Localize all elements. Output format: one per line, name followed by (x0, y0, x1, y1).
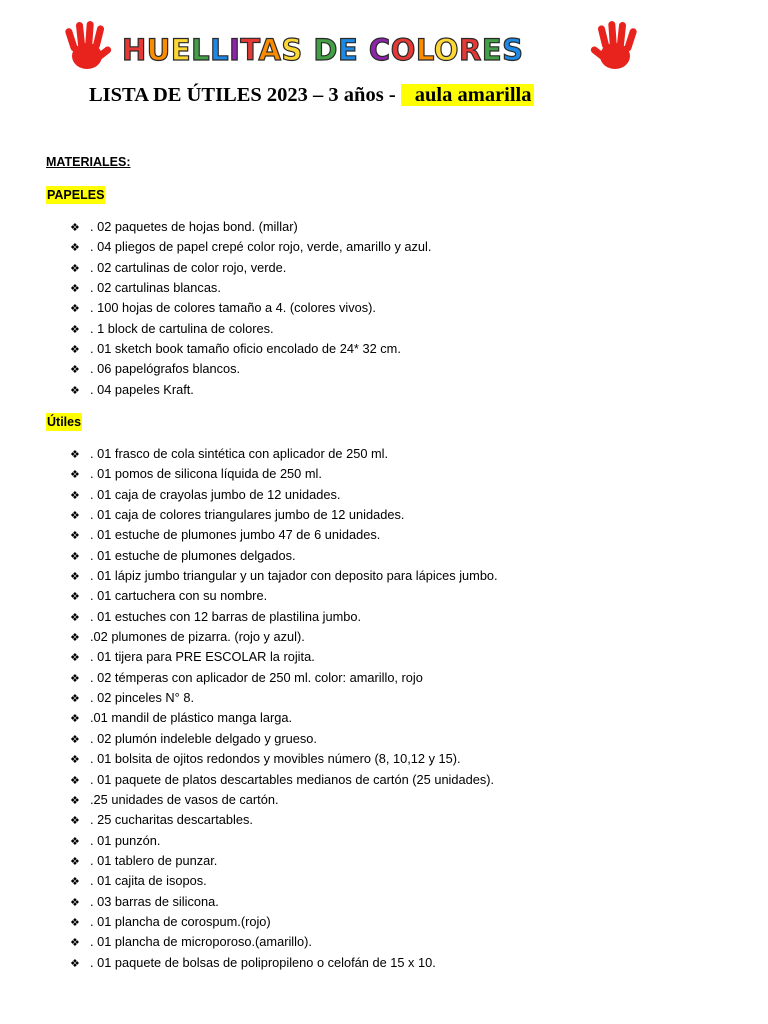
diamond-bullet-icon: ❖ (70, 652, 80, 665)
diamond-bullet-icon: ❖ (70, 323, 80, 336)
title-text: LISTA DE ÚTILES 2023 – 3 años - (89, 84, 396, 106)
list-item-text: . 01 cajita de isopos. (90, 873, 207, 889)
diamond-bullet-icon: ❖ (70, 591, 80, 604)
list-item-text: . 01 plancha de microporoso.(amarillo). (90, 934, 312, 950)
diamond-bullet-icon: ❖ (70, 774, 80, 787)
list-item (70, 359, 431, 379)
logo-letter: E (170, 33, 192, 67)
list-item (70, 647, 498, 667)
diamond-bullet-icon: ❖ (70, 693, 80, 706)
list-item-text: . 01 paquete de platos descartables medianos de cartón (25 unidades). (90, 771, 495, 787)
diamond-bullet-icon: ❖ (70, 303, 80, 316)
title-highlight: aula amarilla (401, 84, 534, 106)
diamond-bullet-icon: ❖ (70, 733, 80, 746)
list-item-text: .01 mandil de plástico manga larga. (90, 710, 293, 726)
list-item-text: . 01 caja de crayolas jumbo de 12 unidades. (90, 486, 341, 502)
diamond-bullet-icon: ❖ (70, 571, 80, 584)
list-item-text: . 01 estuches con 12 barras de plastilina jumbo. (90, 608, 362, 624)
list-item (70, 566, 498, 586)
list-item (70, 953, 498, 973)
list-item (70, 525, 498, 545)
list-item-text: . 02 paquetes de hojas bond. (millar) (90, 219, 298, 234)
list-item (70, 912, 498, 932)
list-item-text: . 01 plancha de corospum.(rojo) (90, 913, 271, 929)
list-item (70, 237, 431, 257)
diamond-bullet-icon: ❖ (70, 242, 80, 255)
logo-letter: O (433, 33, 459, 67)
list-item (70, 464, 498, 484)
list-item (70, 258, 431, 278)
list-item (70, 380, 431, 400)
logo-letter: U (146, 33, 171, 67)
logo-letter: E (337, 33, 359, 67)
list-item (70, 688, 498, 708)
list-item (70, 505, 498, 525)
diamond-bullet-icon: ❖ (70, 364, 80, 377)
logo-letter (358, 33, 369, 67)
list-item (70, 627, 498, 647)
logo-letter: E (481, 33, 503, 67)
list-item (70, 871, 498, 891)
logo-letter: L (415, 33, 434, 67)
list-item-text: . 01 paquete de bolsas de polipropileno o celofán de 15 x 10. (90, 954, 436, 970)
list-item (70, 708, 498, 728)
list-item (70, 546, 498, 566)
papeles-list (70, 217, 431, 400)
list-item (70, 319, 431, 339)
logo-letter: H (122, 33, 147, 67)
logo-letter: S (281, 33, 303, 67)
list-item (70, 444, 498, 464)
header (0, 0, 768, 80)
logo-letter: O (390, 33, 416, 67)
list-item (70, 607, 498, 627)
list-item-text: . 100 hojas de colores tamaño a 4. (colores vivos). (90, 300, 376, 316)
diamond-bullet-icon: ❖ (70, 957, 80, 970)
list-item-text: .02 plumones de pizarra. (rojo y azul). (90, 629, 305, 645)
list-item (70, 831, 498, 851)
diamond-bullet-icon: ❖ (70, 550, 80, 563)
logo-letter: C (368, 33, 391, 67)
papeles-heading: PAPELES (47, 188, 105, 202)
diamond-bullet-icon: ❖ (70, 632, 80, 645)
list-item-text: . 01 cartuchera con su nombre. (90, 588, 268, 604)
list-item-text: . 01 pomos de silicona líquida de 250 ml. (90, 466, 322, 482)
list-item-text: . 01 lápiz jumbo triangular y un tajador con deposito para lápices jumbo. (90, 568, 498, 584)
list-item-text: . 02 plumón indeleble delgado y grueso. (90, 730, 317, 746)
diamond-bullet-icon: ❖ (70, 262, 80, 275)
diamond-bullet-icon: ❖ (70, 283, 80, 296)
diamond-bullet-icon: ❖ (70, 937, 80, 950)
list-item-text: . 01 estuche de plumones delgados. (90, 547, 296, 563)
diamond-bullet-icon: ❖ (70, 384, 80, 397)
red-hand-left-icon (62, 20, 112, 72)
list-item-text: . 04 pliegos de papel crepé color rojo, verde, amarillo y azul. (90, 239, 432, 255)
list-item (70, 298, 431, 318)
diamond-bullet-icon: ❖ (70, 794, 80, 807)
diamond-bullet-icon: ❖ (70, 344, 80, 357)
list-item (70, 668, 498, 688)
list-item (70, 851, 498, 871)
list-item-text: . 04 papeles Kraft. (90, 381, 194, 397)
logo-letter (303, 33, 314, 67)
list-item (70, 932, 498, 952)
diamond-bullet-icon: ❖ (70, 896, 80, 909)
list-item-text: . 01 estuche de plumones jumbo 47 de 6 unidades. (90, 527, 381, 543)
diamond-bullet-icon: ❖ (70, 835, 80, 848)
list-item-text: . 03 barras de silicona. (90, 893, 219, 909)
diamond-bullet-icon: ❖ (70, 815, 80, 828)
list-item (70, 217, 431, 237)
utiles-list (70, 444, 498, 973)
utiles-heading: Útiles (47, 415, 82, 429)
list-item-text: . 01 punzón. (90, 832, 161, 848)
list-item-text: . 1 block de cartulina de colores. (90, 320, 274, 336)
diamond-bullet-icon: ❖ (70, 530, 80, 543)
diamond-bullet-icon: ❖ (70, 449, 80, 461)
list-item (70, 770, 498, 790)
list-item-text: . 02 cartulinas de color rojo, verde. (90, 259, 287, 275)
list-item-text: . 01 tablero de punzar. (90, 852, 218, 868)
list-item (70, 729, 498, 749)
list-item-text: . 01 tijera para PRE ESCOLAR la rojita. (90, 649, 315, 665)
list-item-text: . 02 cartulinas blancas. (90, 280, 221, 296)
page-title (89, 82, 534, 108)
diamond-bullet-icon: ❖ (70, 489, 80, 502)
list-item (70, 892, 498, 912)
list-item-text: . 01 caja de colores triangulares jumbo de 12 unidades. (90, 507, 405, 523)
logo-letter: A (258, 33, 282, 67)
diamond-bullet-icon: ❖ (70, 469, 80, 482)
list-item (70, 485, 498, 505)
diamond-bullet-icon: ❖ (70, 754, 80, 767)
diamond-bullet-icon: ❖ (70, 876, 80, 889)
list-item-text: .25 unidades de vasos de cartón. (90, 791, 279, 807)
diamond-bullet-icon: ❖ (70, 510, 80, 523)
logo-letter: L (191, 33, 211, 67)
diamond-bullet-icon: ❖ (70, 713, 80, 726)
logo-letter: R (458, 33, 482, 67)
list-item (70, 749, 498, 769)
list-item-text: . 25 cucharitas descartables. (90, 812, 253, 828)
list-item (70, 339, 431, 359)
list-item-text: . 01 sketch book tamaño oficio encolado de 24* 32 cm. (90, 341, 401, 357)
list-item-text: . 02 témperas con aplicador de 250 ml. color: amarillo, rojo (90, 669, 423, 685)
diamond-bullet-icon: ❖ (70, 916, 80, 929)
materiales-heading: MATERIALES: (46, 155, 131, 169)
diamond-bullet-icon: ❖ (70, 672, 80, 685)
red-hand-right-icon (590, 20, 640, 72)
diamond-bullet-icon: ❖ (70, 222, 80, 234)
list-item-text: . 01 bolsita de ojitos redondos y movibles número (8, 10,12 y 15). (90, 751, 461, 767)
list-item (70, 790, 498, 810)
list-item-text: . 06 papelógrafos blancos. (90, 361, 241, 377)
logo-letter: S (502, 33, 524, 67)
logo-letter: L (210, 33, 230, 67)
list-item-text: . 02 pinceles N° 8. (90, 690, 194, 706)
logo-huellitas-de-colores (122, 30, 572, 70)
list-item (70, 586, 498, 606)
list-item (70, 810, 498, 830)
diamond-bullet-icon: ❖ (70, 855, 80, 868)
list-item-text: . 01 frasco de cola sintética con aplicador de 250 ml. (90, 446, 389, 461)
list-item (70, 278, 431, 298)
logo-letter: D (313, 33, 338, 67)
diamond-bullet-icon: ❖ (70, 611, 80, 624)
logo-letter: T (240, 33, 259, 67)
logo-letter: I (229, 33, 241, 67)
